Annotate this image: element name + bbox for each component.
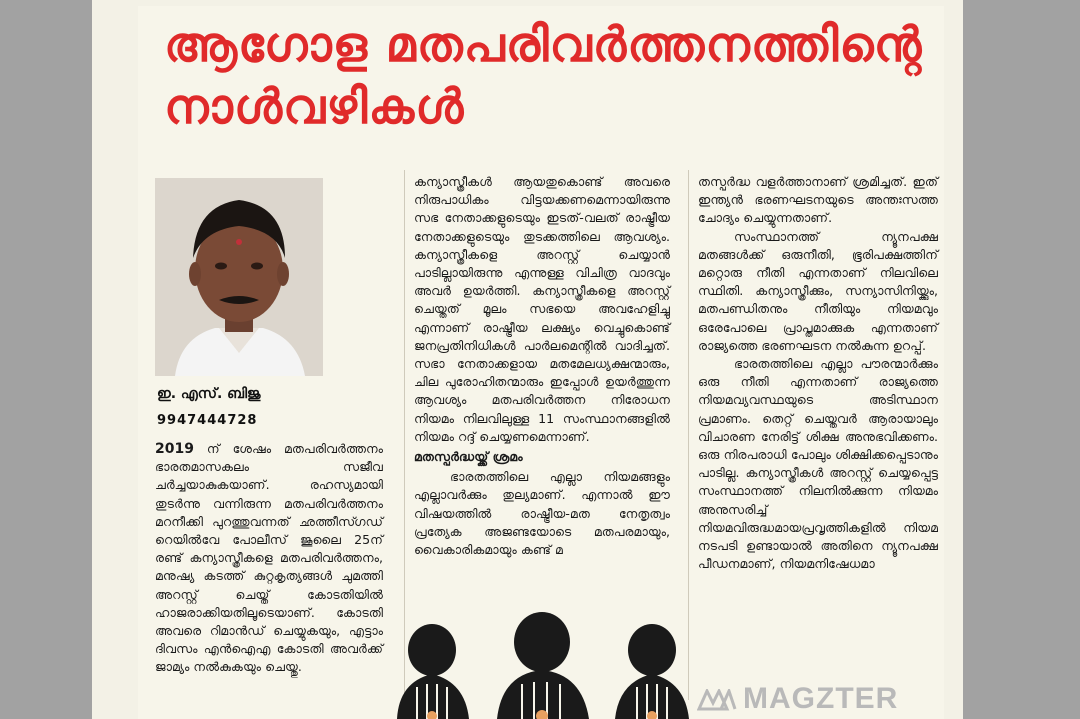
headline-line-2: നാൾവഴികൾ (164, 79, 465, 135)
magzter-logo-icon (697, 689, 737, 711)
nuns-illustration (377, 612, 707, 719)
paragraph (155, 440, 383, 677)
left-gray-margin (0, 0, 92, 719)
article-column-2 (414, 173, 670, 559)
newspaper-page (92, 0, 963, 719)
author-name: ഇ. എസ്. ബിജു (157, 386, 261, 402)
article-column-3 (698, 173, 938, 573)
author-portrait-image (155, 178, 323, 376)
headline-line-1: ആഗോള മതപരിവർത്തനത്തിന്റെ (164, 17, 923, 73)
paragraph: ഭാരതത്തിലെ എല്ലാ പൗരന്മാർക്കും ഒരു നീതി എന്നതാണ് രാജ്യത്തെ നിയമവ്യവസ്ഥയുടെ അടിസ്ഥാന പ്രമാണം. തെറ്റ് ചെയ്തവർ ആരായാലും വിചാരണ നേരിട്ട് ശിക്ഷ അനുഭവിക്കണം. ഒരു നിരപരാധി പോലും ശിക്ഷിക്കപ്പെടാനും പാടില്ല. കന്യാസ്ത്രീകൾ അറസ്റ്റ് ചെയ്യപ്പെട്ട സംസ്ഥാനത്ത് നിലനിൽക്കുന്ന നിയമം അനുസരിച്ച് നിയമവിരുദ്ധമായപ്രവൃത്തികളിൽ നിയമ നടപടി ഉണ്ടായാൽ അതിനെ ന്യൂനപക്ഷ പീഡനമാണ്, നിയമനിഷേധമാ (698, 356, 938, 572)
paragraph: സംസ്ഥാനത്ത് ന്യൂനപക്ഷ മതങ്ങൾക്ക് ഒരുനീതി, ഭൂരിപക്ഷത്തിന് മറ്റൊരു നീതി എന്നതാണ് നിലവിലെ സ്ഥിതി. കന്യാസ്ത്രീക്കും, സന്യാസിനിയ്ക്കും, മതപണ്ഡിതനും നീതിയും നിയമവും ഒരേപോലെ പ്രാപ്തമാക്കുക എന്നതാണ് രാജ്യത്തെ ഭരണഘടന നൽകുന്ന ഉറപ്പ്. (698, 228, 938, 353)
watermark-text: MAGZTER (743, 682, 899, 715)
author-photo (155, 178, 323, 376)
paragraph: ഭാരതത്തിലെ എല്ലാ നിയമങ്ങളും എല്ലാവർക്കും തുല്യമാണ്. എന്നാൽ ഈ വിഷയത്തിൽ രാഷ്ട്രീയ-മത നേതൃത്വം പ്രത്യേക അജണ്ടയോടെ മതപരമായും, വൈകാരികമായും കണ്ട് മ (414, 469, 670, 558)
article-column-1 (155, 440, 383, 677)
lead-year: 2019 (155, 441, 194, 457)
magzter-watermark (697, 682, 898, 716)
paragraph-text: ന് ശേഷം മതപരിവർത്തനം ഭാരതമാസകലം സജീവ ചർച്ചയാകുകയാണ്. രഹസ്യമായി തുടർന്നു വന്നിരുന്ന മതപരിവർത്തനം മറനീക്കി പുറത്തുവന്നത് ഛത്തീസ്ഗഡ് റെയിൽവേ പോലീസ് ജൂലൈ 25ന് രണ്ട് കന്യാസ്ത്രീകളെ മതപരിവർത്തനം, മനുഷ്യ കടത്ത് കുറ്റകൃത്യങ്ങൾ ചുമത്തി അറസ്റ്റ് ചെയ്ത് കോടതിയിൽ ഹാജരാക്കിയതിലൂടെയാണ്. കോടതി അവരെ റിമാൻഡ് ചെയ്യുകയും, എട്ടാം ദിവസം എൻഐഎ കോടതി അവർക്ക് ജാമ്യം നൽകുകയും ചെയ്തു. (155, 441, 383, 675)
paragraph: കന്യാസ്ത്രീകൾ ആയതുകൊണ്ട് അവരെ നിരുപാധികം വിട്ടയക്കണമെന്നായിരുന്നു സഭ നേതാക്കളുടെയും ഇടത്-വലത് രാഷ്ട്രീയ നേതാക്കളുടെയും തുടക്കത്തിലെ ആവശ്യം. കന്യാസ്ത്രീകളെ അറസ്റ്റ് ചെയ്യാൻ പാടില്ലായിരുന്നു എന്നുള്ള വിചിത്ര വാദവും അവർ ഉയർത്തി. കന്യാസ്ത്രീകളെ അറസ്റ്റ് ചെയ്തത് മൂലം സഭയെ അവഹേളിച്ചു എന്നാണ് രാഷ്ട്രീയ ലക്ഷ്യം വെച്ചുകൊണ്ട് ജനപ്രതിനിധികൾ പാർലമെന്റിൽ വാദിച്ചത്. സഭാ നേതാക്കളായ മതമേലധ്യക്ഷന്മാരും, ചില പുരോഹിതന്മാരും ഇപ്പോൾ ഉയർത്തുന്ന ആവശ്യം മതപരിവർത്തന നിരോധന നിയമം നിലവിലുള്ള 11 സംസ്ഥാനങ്ങളിൽ നിയമം റദ്ദ് ചെയ്യണമെന്നാണ്. (414, 174, 670, 444)
subheading: മതസ്പർദ്ധയ്ക്ക് ശ്രമം (414, 449, 523, 465)
paragraph: തസ്പർദ്ധ വളർത്താനാണ് ശ്രമിച്ചത്. ഇത് ഇന്ത്യൻ ഭരണഘടനയുടെ അന്തഃസത്ത ചോദ്യം ചെയ്യുന്നതാണ്. (698, 174, 938, 226)
right-gray-margin (963, 0, 1080, 719)
author-phone: 9947444728 (157, 413, 258, 428)
article-headline (164, 14, 924, 138)
